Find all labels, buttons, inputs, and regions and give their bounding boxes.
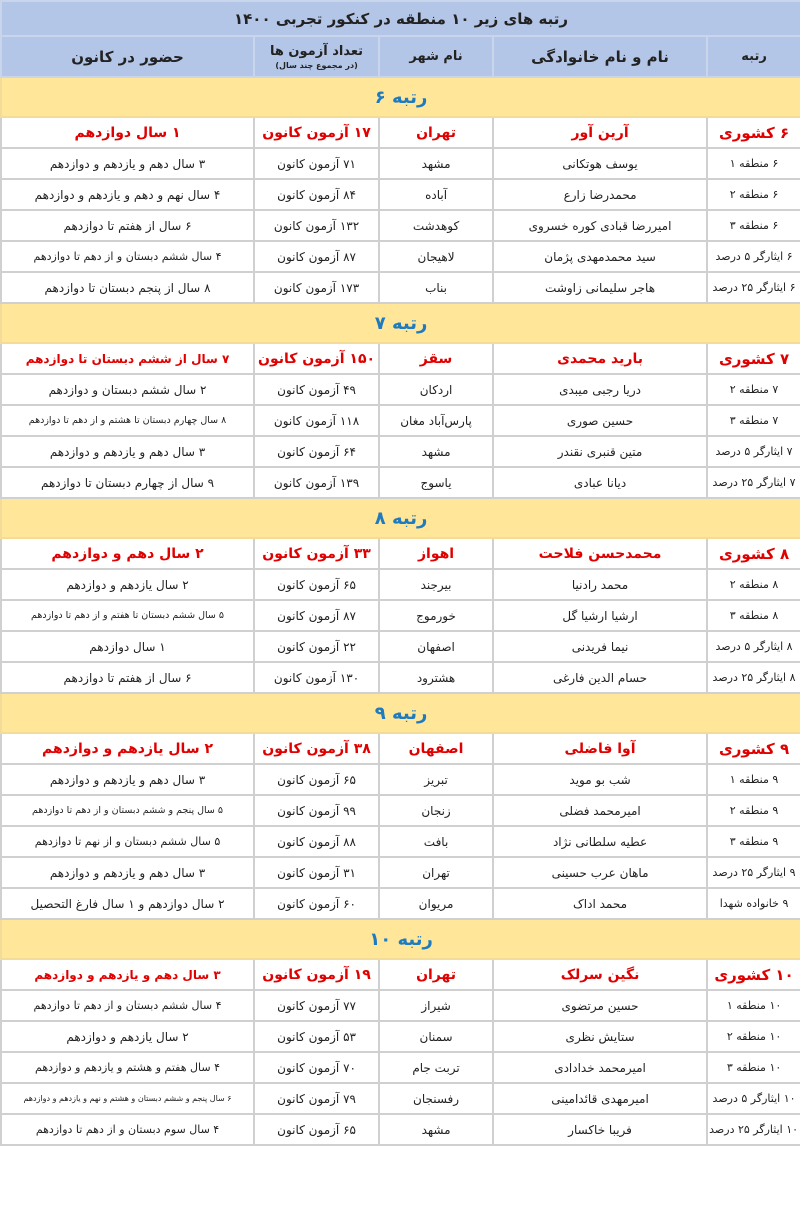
section-header-row bbox=[1, 693, 800, 733]
rank-cell: ۸ ایثارگر ۵ درصد bbox=[707, 631, 800, 662]
presence-cell: ۳ سال دهم و یازدهم و دوازدهم bbox=[1, 148, 254, 179]
city-cell: بناب bbox=[379, 272, 493, 303]
name-cell: متین قنبری نقندر bbox=[493, 436, 707, 467]
rank-cell: ۷ منطقه ۳ bbox=[707, 405, 800, 436]
table-row bbox=[1, 1083, 800, 1114]
rank-cell: ۶ ایثارگر ۵ درصد bbox=[707, 241, 800, 272]
exams-cell: ۸۴ آزمون کانون bbox=[254, 179, 379, 210]
rank-cell: ۷ ایثارگر ۵ درصد bbox=[707, 436, 800, 467]
rank-cell: ۸ منطقه ۳ bbox=[707, 600, 800, 631]
city-cell: لاهیجان bbox=[379, 241, 493, 272]
city-cell: اردکان bbox=[379, 374, 493, 405]
rank-cell: ۹ منطقه ۳ bbox=[707, 826, 800, 857]
city-cell: تهران bbox=[379, 959, 493, 990]
city-cell: زنجان bbox=[379, 795, 493, 826]
name-cell: ارشیا ارشیا گل bbox=[493, 600, 707, 631]
rank-cell: ۷ کشوری bbox=[707, 343, 800, 374]
city-cell: مریوان bbox=[379, 888, 493, 919]
city-cell: اصفهان bbox=[379, 733, 493, 764]
presence-cell: ۲ سال ششم دبستان و دوازدهم bbox=[1, 374, 254, 405]
exams-cell: ۵۳ آزمون کانون bbox=[254, 1021, 379, 1052]
name-cell: بارید محمدی bbox=[493, 343, 707, 374]
exams-cell: ۲۲ آزمون کانون bbox=[254, 631, 379, 662]
section-label: رتبه ۷ bbox=[1, 303, 800, 343]
presence-cell: ۳ سال دهم و یازدهم و دوازدهم bbox=[1, 857, 254, 888]
presence-cell: ۴ سال هفتم و هشتم و یازدهم و دوازدهم bbox=[1, 1052, 254, 1083]
name-cell: امیرمحمد خدادادی bbox=[493, 1052, 707, 1083]
presence-cell: ۲ سال یازدهم و دوازدهم bbox=[1, 1021, 254, 1052]
table-row bbox=[1, 631, 800, 662]
exams-cell: ۶۵ آزمون کانون bbox=[254, 764, 379, 795]
rank-cell: ۶ منطقه ۱ bbox=[707, 148, 800, 179]
name-cell: نگین سرلک bbox=[493, 959, 707, 990]
exams-cell: ۷۱ آزمون کانون bbox=[254, 148, 379, 179]
exams-cell: ۶۴ آزمون کانون bbox=[254, 436, 379, 467]
name-cell: امیررضا قبادی کوره خسروی bbox=[493, 210, 707, 241]
exams-cell: ۴۹ آزمون کانون bbox=[254, 374, 379, 405]
table-row bbox=[1, 1021, 800, 1052]
presence-cell: ۳ سال دهم و یازدهم و دوازدهم bbox=[1, 959, 254, 990]
city-cell: اهواز bbox=[379, 538, 493, 569]
exams-cell: ۷۰ آزمون کانون bbox=[254, 1052, 379, 1083]
table-row bbox=[1, 764, 800, 795]
presence-cell: ۴ سال نهم و دهم و یازدهم و دوازدهم bbox=[1, 179, 254, 210]
table-row bbox=[1, 569, 800, 600]
table-row bbox=[1, 241, 800, 272]
rank-cell: ۶ ایثارگر ۲۵ درصد bbox=[707, 272, 800, 303]
rank-cell: ۹ خانواده شهدا bbox=[707, 888, 800, 919]
header-presence: حضور در کانون bbox=[1, 36, 254, 77]
table-row bbox=[1, 179, 800, 210]
rank-cell: ۶ منطقه ۳ bbox=[707, 210, 800, 241]
name-cell: سید محمدمهدی پژمان bbox=[493, 241, 707, 272]
presence-cell: ۴ سال ششم دبستان و از دهم تا دوازدهم bbox=[1, 241, 254, 272]
city-cell: مشهد bbox=[379, 1114, 493, 1145]
name-cell: حسین مرتضوی bbox=[493, 990, 707, 1021]
section-label: رتبه ۱۰ bbox=[1, 919, 800, 959]
section-header-row bbox=[1, 77, 800, 117]
name-cell: امیرمحمد فضلی bbox=[493, 795, 707, 826]
rank-cell: ۱۰ ایثارگر ۵ درصد bbox=[707, 1083, 800, 1114]
exams-cell: ۷۹ آزمون کانون bbox=[254, 1083, 379, 1114]
presence-cell: ۶ سال از هفتم تا دوازدهم bbox=[1, 210, 254, 241]
presence-cell: ۵ سال ششم دبستان تا هفتم و از دهم تا دوازدهم bbox=[1, 600, 254, 631]
exams-cell: ۱۷۳ آزمون کانون bbox=[254, 272, 379, 303]
name-cell: دیانا عبادی bbox=[493, 467, 707, 498]
rank-cell: ۱۰ ایثارگر ۲۵ درصد bbox=[707, 1114, 800, 1145]
city-cell: مشهد bbox=[379, 436, 493, 467]
exams-cell: ۸۸ آزمون کانون bbox=[254, 826, 379, 857]
rank-cell: ۱۰ منطقه ۳ bbox=[707, 1052, 800, 1083]
exams-cell: ۳۳ آزمون کانون bbox=[254, 538, 379, 569]
header-rank: رتبه bbox=[707, 36, 800, 77]
table-row bbox=[1, 600, 800, 631]
exams-cell: ۱۵۰ آزمون کانون bbox=[254, 343, 379, 374]
table-row bbox=[1, 272, 800, 303]
name-cell: محمد اداک bbox=[493, 888, 707, 919]
section-label: رتبه ۶ bbox=[1, 77, 800, 117]
header-exams-label: تعداد آزمون ها bbox=[270, 43, 364, 59]
presence-cell: ۳ سال دهم و یازدهم و دوازدهم bbox=[1, 764, 254, 795]
name-cell: ماهان عرب حسینی bbox=[493, 857, 707, 888]
table-row bbox=[1, 888, 800, 919]
presence-cell: ۷ سال از ششم دبستان تا دوازدهم bbox=[1, 343, 254, 374]
presence-cell: ۲ سال دهم و دوازدهم bbox=[1, 538, 254, 569]
section-header-row bbox=[1, 498, 800, 538]
title-row bbox=[1, 1, 800, 36]
presence-cell: ۱ سال دوازدهم bbox=[1, 631, 254, 662]
rank-cell: ۸ کشوری bbox=[707, 538, 800, 569]
city-cell: شیراز bbox=[379, 990, 493, 1021]
section-header-row bbox=[1, 919, 800, 959]
table-row bbox=[1, 1114, 800, 1145]
city-cell: خورموج bbox=[379, 600, 493, 631]
name-cell: شب بو موید bbox=[493, 764, 707, 795]
section-header-row bbox=[1, 303, 800, 343]
exams-cell: ۶۵ آزمون کانون bbox=[254, 569, 379, 600]
name-cell: عطیه سلطانی نژاد bbox=[493, 826, 707, 857]
exams-cell: ۸۷ آزمون کانون bbox=[254, 241, 379, 272]
presence-cell: ۲ سال دوازدهم و ۱ سال فارغ التحصیل bbox=[1, 888, 254, 919]
presence-cell: ۶ سال پنجم و ششم دبستان و هشتم و نهم و یازدهم و دوازدهم bbox=[1, 1083, 254, 1114]
table-row bbox=[1, 990, 800, 1021]
exams-cell: ۱۹ آزمون کانون bbox=[254, 959, 379, 990]
exams-cell: ۳۸ آزمون کانون bbox=[254, 733, 379, 764]
table-body bbox=[1, 77, 800, 1145]
rank-cell: ۸ منطقه ۲ bbox=[707, 569, 800, 600]
city-cell: اصفهان bbox=[379, 631, 493, 662]
exams-cell: ۶۰ آزمون کانون bbox=[254, 888, 379, 919]
table-row bbox=[1, 795, 800, 826]
exams-cell: ۱۳۹ آزمون کانون bbox=[254, 467, 379, 498]
rank-cell: ۷ ایثارگر ۲۵ درصد bbox=[707, 467, 800, 498]
header-exams-sub: (در مجموع چند سال) bbox=[275, 60, 358, 70]
city-cell: مشهد bbox=[379, 148, 493, 179]
exams-cell: ۳۱ آزمون کانون bbox=[254, 857, 379, 888]
rank-cell: ۹ ایثارگر ۲۵ درصد bbox=[707, 857, 800, 888]
header-row bbox=[1, 36, 800, 77]
name-cell: محمد رادنیا bbox=[493, 569, 707, 600]
table-row bbox=[1, 148, 800, 179]
table-row bbox=[1, 210, 800, 241]
name-cell: دریا رجبی میبدی bbox=[493, 374, 707, 405]
name-cell: حسام الدین فارغی bbox=[493, 662, 707, 693]
presence-cell: ۱ سال دوازدهم bbox=[1, 117, 254, 148]
rank-cell: ۱۰ منطقه ۲ bbox=[707, 1021, 800, 1052]
exams-cell: ۱۳۰ آزمون کانون bbox=[254, 662, 379, 693]
national-rank-row bbox=[1, 117, 800, 148]
city-cell: یاسوج bbox=[379, 467, 493, 498]
rank-cell: ۱۰ منطقه ۱ bbox=[707, 990, 800, 1021]
presence-cell: ۲ سال یازدهم و دوازدهم bbox=[1, 569, 254, 600]
city-cell: تبریز bbox=[379, 764, 493, 795]
presence-cell: ۹ سال از چهارم دبستان تا دوازدهم bbox=[1, 467, 254, 498]
presence-cell: ۶ سال از هفتم تا دوازدهم bbox=[1, 662, 254, 693]
table-row bbox=[1, 857, 800, 888]
presence-cell: ۸ سال از پنجم دبستان تا دوازدهم bbox=[1, 272, 254, 303]
exams-cell: ۸۷ آزمون کانون bbox=[254, 600, 379, 631]
name-cell: حسین صوری bbox=[493, 405, 707, 436]
rank-cell: ۱۰ کشوری bbox=[707, 959, 800, 990]
presence-cell: ۳ سال دهم و یازدهم و دوازدهم bbox=[1, 436, 254, 467]
header-name: نام و نام خانوادگی bbox=[493, 36, 707, 77]
rank-cell: ۹ کشوری bbox=[707, 733, 800, 764]
exams-cell: ۶۵ آزمون کانون bbox=[254, 1114, 379, 1145]
table-row bbox=[1, 405, 800, 436]
city-cell: سقز bbox=[379, 343, 493, 374]
table-title: رتبه های زیر ۱۰ منطقه در کنکور تجربی ۱۴۰۰ bbox=[1, 1, 800, 36]
name-cell: یوسف هوتکانی bbox=[493, 148, 707, 179]
table-row bbox=[1, 826, 800, 857]
table-row bbox=[1, 1052, 800, 1083]
city-cell: پارس‌آباد مغان bbox=[379, 405, 493, 436]
national-rank-row bbox=[1, 538, 800, 569]
name-cell: آرین آور bbox=[493, 117, 707, 148]
presence-cell: ۵ سال ششم دبستان و از نهم تا دوازدهم bbox=[1, 826, 254, 857]
section-label: رتبه ۸ bbox=[1, 498, 800, 538]
name-cell: محمدحسن فلاحت bbox=[493, 538, 707, 569]
table-row bbox=[1, 436, 800, 467]
table-row bbox=[1, 467, 800, 498]
name-cell: هاجر سلیمانی زاوشت bbox=[493, 272, 707, 303]
table-row bbox=[1, 662, 800, 693]
city-cell: تهران bbox=[379, 117, 493, 148]
city-cell: کوهدشت bbox=[379, 210, 493, 241]
exams-cell: ۷۷ آزمون کانون bbox=[254, 990, 379, 1021]
exams-cell: ۹۹ آزمون کانون bbox=[254, 795, 379, 826]
name-cell: ستایش نظری bbox=[493, 1021, 707, 1052]
city-cell: آباده bbox=[379, 179, 493, 210]
name-cell: آوا فاضلی bbox=[493, 733, 707, 764]
exams-cell: ۱۷ آزمون کانون bbox=[254, 117, 379, 148]
city-cell: رفسنجان bbox=[379, 1083, 493, 1114]
header-city: نام شهر bbox=[379, 36, 493, 77]
rank-cell: ۶ کشوری bbox=[707, 117, 800, 148]
presence-cell: ۵ سال پنجم و ششم دبستان و از دهم تا دوازدهم bbox=[1, 795, 254, 826]
presence-cell: ۲ سال یازدهم و دوازدهم bbox=[1, 733, 254, 764]
rank-cell: ۹ منطقه ۱ bbox=[707, 764, 800, 795]
rank-cell: ۶ منطقه ۲ bbox=[707, 179, 800, 210]
exams-cell: ۱۳۲ آزمون کانون bbox=[254, 210, 379, 241]
national-rank-row bbox=[1, 959, 800, 990]
city-cell: بیرجند bbox=[379, 569, 493, 600]
city-cell: تربت جام bbox=[379, 1052, 493, 1083]
section-label: رتبه ۹ bbox=[1, 693, 800, 733]
city-cell: بافت bbox=[379, 826, 493, 857]
presence-cell: ۴ سال ششم دبستان و از دهم تا دوازدهم bbox=[1, 990, 254, 1021]
name-cell: محمدرضا زارع bbox=[493, 179, 707, 210]
exams-cell: ۱۱۸ آزمون کانون bbox=[254, 405, 379, 436]
name-cell: امیرمهدی قائدامینی bbox=[493, 1083, 707, 1114]
rank-cell: ۷ منطقه ۲ bbox=[707, 374, 800, 405]
city-cell: سمنان bbox=[379, 1021, 493, 1052]
rank-cell: ۹ منطقه ۲ bbox=[707, 795, 800, 826]
city-cell: هشترود bbox=[379, 662, 493, 693]
table-row bbox=[1, 374, 800, 405]
name-cell: فریبا خاکسار bbox=[493, 1114, 707, 1145]
presence-cell: ۴ سال سوم دبستان و از دهم تا دوازدهم bbox=[1, 1114, 254, 1145]
header-exams bbox=[254, 36, 379, 77]
rank-cell: ۸ ایثارگر ۲۵ درصد bbox=[707, 662, 800, 693]
name-cell: نیما فریدنی bbox=[493, 631, 707, 662]
national-rank-row bbox=[1, 343, 800, 374]
presence-cell: ۸ سال چهارم دبستان تا هشتم و از دهم تا دوازدهم bbox=[1, 405, 254, 436]
city-cell: تهران bbox=[379, 857, 493, 888]
national-rank-row bbox=[1, 733, 800, 764]
